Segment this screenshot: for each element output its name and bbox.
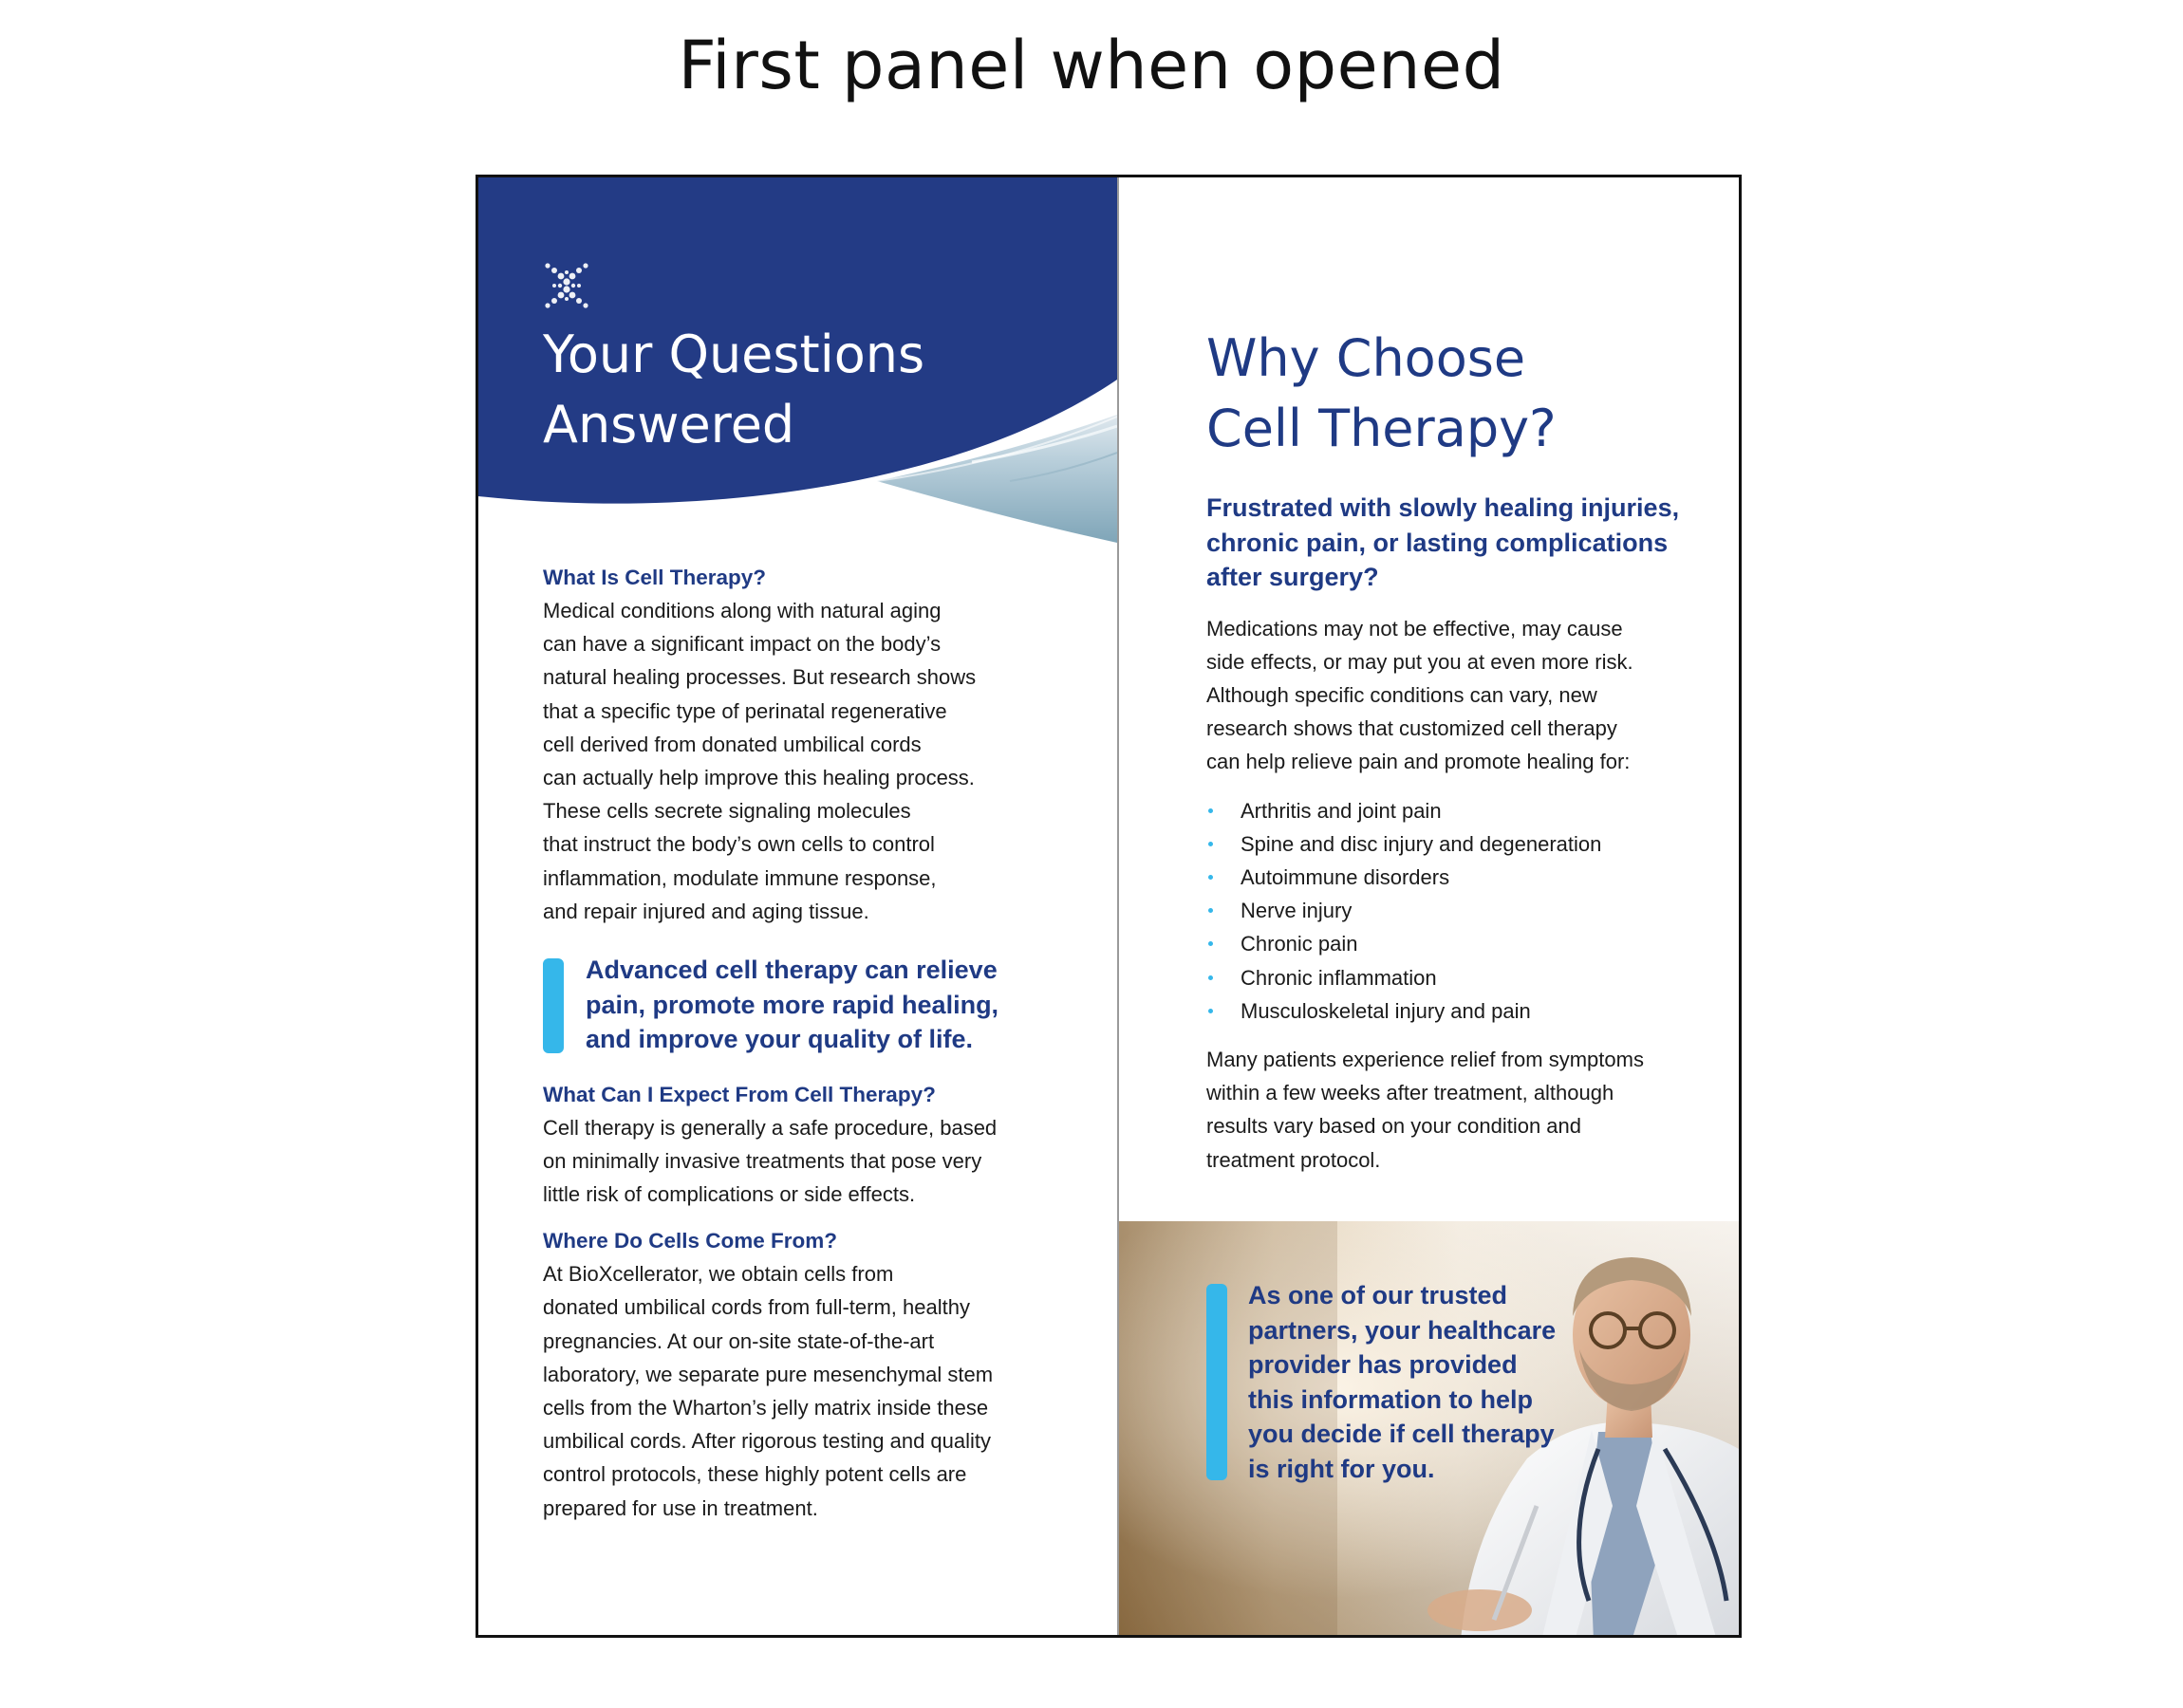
- body-line: treatment protocol.: [1206, 1147, 1381, 1172]
- quality-of-life-callout: [543, 953, 1074, 1057]
- right-panel: [1119, 177, 1739, 1635]
- condition-label: Spine and disc injury and degeneration: [1241, 831, 1602, 856]
- subhead-line: chronic pain, or lasting complications: [1206, 528, 1669, 557]
- body-line: that a specific type of perinatal regenerative: [543, 698, 947, 723]
- list-item: [1206, 894, 1709, 927]
- left-panel-title: [543, 320, 924, 460]
- conditions-list: [1206, 794, 1709, 1028]
- callout-line: Advanced cell therapy can relieve: [586, 956, 998, 985]
- bullet-dot-icon: [1208, 1009, 1213, 1013]
- bullet-dot-icon: [1208, 941, 1213, 946]
- intro-paragraph: [1206, 612, 1709, 779]
- body-line: umbilical cords. After rigorous testing and quality: [543, 1429, 992, 1454]
- callout-line: provider has provided: [1248, 1350, 1518, 1379]
- condition-label: Nerve injury: [1241, 899, 1353, 923]
- body-line: pregnancies. At our on-site state-of-the-art: [543, 1328, 935, 1353]
- list-item: [1206, 827, 1709, 861]
- body-line: that instruct the body’s own cells to control: [543, 832, 935, 857]
- callout-line: partners, your healthcare: [1248, 1315, 1557, 1345]
- body-line: Medical conditions along with natural aging: [543, 599, 942, 622]
- callout-line: and improve your quality of life.: [586, 1025, 974, 1054]
- callout-accent-bar: [543, 958, 564, 1053]
- condition-label: Arthritis and joint pain: [1241, 798, 1442, 823]
- body-line: and repair injured and aging tissue.: [543, 899, 869, 923]
- body-line: research shows that customized cell therapy: [1206, 716, 1617, 741]
- body-line: inflammation, modulate immune response,: [543, 865, 937, 890]
- body-line: can have a significant impact on the body’s: [543, 632, 942, 657]
- section-body-what-is: [543, 594, 1074, 928]
- body-line: can actually help improve this healing process.: [543, 766, 975, 790]
- right-panel-content: [1206, 491, 1709, 1177]
- body-line: donated umbilical cords from full-term, healthy: [543, 1295, 970, 1320]
- bullet-dot-icon: [1208, 875, 1213, 880]
- body-line: natural healing processes. But research shows: [543, 665, 977, 690]
- condition-label: Chronic pain: [1241, 932, 1358, 956]
- section-body-what-to-expect: [543, 1111, 1074, 1212]
- section-heading-what-to-expect: What Can I Expect From Cell Therapy?: [543, 1082, 936, 1106]
- body-line: can help relieve pain and promote healing for:: [1206, 750, 1631, 774]
- bullet-dot-icon: [1208, 842, 1213, 846]
- body-line: cells from the Wharton’s jelly matrix inside these: [543, 1395, 989, 1420]
- list-item: [1206, 861, 1709, 894]
- subhead-line: Frustrated with slowly healing injuries,: [1206, 493, 1680, 522]
- right-panel-title: [1206, 324, 1557, 464]
- callout-line: is right for you.: [1248, 1454, 1435, 1483]
- body-line: results vary based on your condition and: [1206, 1114, 1582, 1139]
- section-heading-cell-source: Where Do Cells Come From?: [543, 1229, 838, 1253]
- subhead-line: after surgery?: [1206, 563, 1379, 591]
- body-line: Cell therapy is generally a safe procedure, based: [543, 1115, 998, 1140]
- bullet-dot-icon: [1208, 808, 1213, 813]
- bullet-dot-icon: [1208, 975, 1213, 980]
- right-title-line: Why Choose: [1206, 328, 1526, 388]
- body-line: within a few weeks after treatment, although: [1206, 1081, 1614, 1105]
- left-title-line: Your Questions: [543, 325, 925, 384]
- right-subheading: [1206, 491, 1709, 595]
- body-line: At BioXcellerator, we obtain cells from: [543, 1262, 894, 1287]
- body-line: control protocols, these highly potent cells are: [543, 1462, 967, 1487]
- left-panel-content: [543, 561, 1074, 1525]
- bullet-dot-icon: [1208, 908, 1213, 913]
- body-line: prepared for use in treatment.: [543, 1495, 818, 1520]
- list-item: [1206, 994, 1709, 1028]
- callout-line: you decide if cell therapy: [1248, 1420, 1555, 1448]
- section-body-cell-source: [543, 1257, 1074, 1525]
- list-item: [1206, 794, 1709, 827]
- callout-line: pain, promote more rapid healing,: [586, 990, 999, 1019]
- callout-line: As one of our trusted: [1248, 1281, 1508, 1309]
- condition-label: Autoimmune disorders: [1241, 864, 1450, 889]
- callout-accent-bar: [1206, 1284, 1227, 1480]
- body-line: cell derived from donated umbilical cords: [543, 732, 922, 756]
- condition-label: Musculoskeletal injury and pain: [1241, 998, 1531, 1023]
- left-title-line: Answered: [543, 395, 795, 455]
- brochure-spread: [476, 175, 1742, 1638]
- section-heading-what-is: What Is Cell Therapy?: [543, 566, 767, 589]
- body-line: Although specific conditions can vary, new: [1206, 682, 1597, 707]
- left-panel: [478, 177, 1117, 1635]
- body-line: laboratory, we separate pure mesenchymal stem: [543, 1362, 994, 1386]
- body-line: Many patients experience relief from symptoms: [1206, 1047, 1644, 1071]
- right-title-line: Cell Therapy?: [1206, 399, 1557, 458]
- list-item: [1206, 961, 1709, 994]
- body-line: little risk of complications or side effects.: [543, 1181, 916, 1206]
- body-line: on minimally invasive treatments that pose very: [543, 1148, 982, 1173]
- partner-callout-text: [1248, 1278, 1628, 1486]
- list-item: [1206, 927, 1709, 960]
- callout-line: this information to help: [1248, 1384, 1533, 1414]
- body-line: These cells secrete signaling molecules: [543, 799, 911, 824]
- body-line: Medications may not be effective, may cause: [1206, 616, 1623, 640]
- x-logo-icon: [543, 261, 590, 310]
- callout-text: [586, 953, 1074, 1057]
- partner-callout: [1206, 1278, 1628, 1486]
- outro-paragraph: [1206, 1043, 1709, 1177]
- page-heading: First panel when opened: [678, 27, 1505, 104]
- condition-label: Chronic inflammation: [1241, 965, 1437, 990]
- body-line: side effects, or may put you at even more risk.: [1206, 649, 1633, 674]
